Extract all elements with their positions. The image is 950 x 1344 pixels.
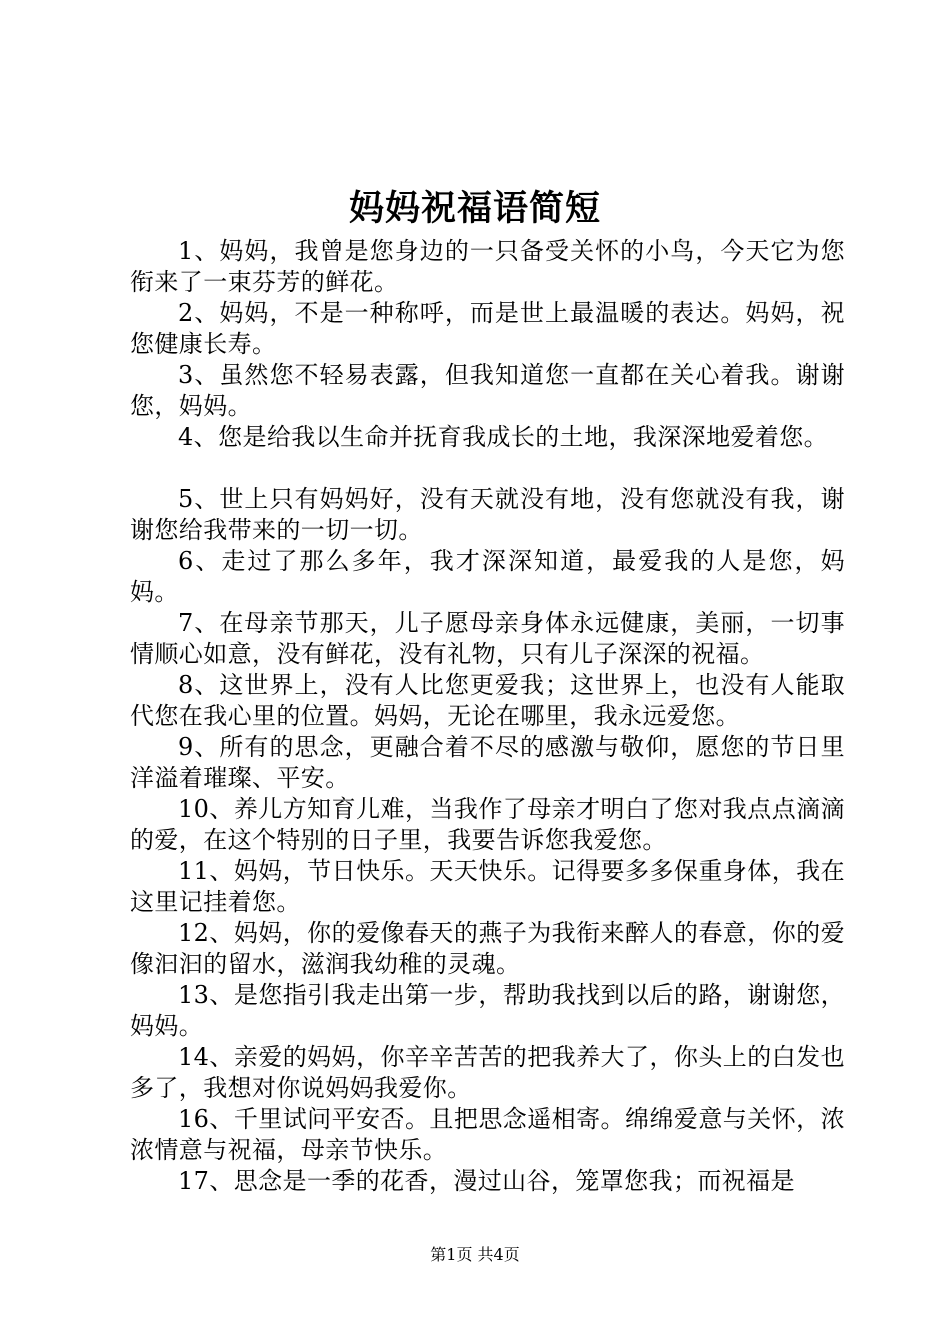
paragraph-17: 17、思念是一季的花香，漫过山谷，笼罩您我；而祝福是 xyxy=(178,1167,795,1195)
document-body xyxy=(130,236,845,1197)
paragraph-8: 8、这世界上，没有人比您更爱我；这世界上，也没有人能取代您在我心里的位置。妈妈，无论在哪里，我永远爱您。 xyxy=(130,671,845,730)
paragraph-16: 16、千里试问平安否。且把思念遥相寄。绵绵爱意与关怀，浓浓情意与祝福，母亲节快乐。 xyxy=(130,1105,845,1164)
page-footer: 第1页 共4页 xyxy=(430,1245,520,1264)
paragraph-2: 2、妈妈，不是一种称呼，而是世上最温暖的表达。妈妈，祝您健康长寿。 xyxy=(130,299,845,358)
paragraph-9: 9、所有的思念，更融合着不尽的感激与敬仰，愿您的节日里洋溢着璀璨、平安。 xyxy=(130,733,845,792)
document-title: 妈妈祝福语简短 xyxy=(348,188,601,229)
paragraph-3: 3、虽然您不轻易表露，但我知道您一直都在关心着我。谢谢您，妈妈。 xyxy=(130,361,845,420)
paragraph-4: 4、您是给我以生命并抚育我成长的土地，我深深地爱着您。 xyxy=(178,423,829,451)
paragraph-13: 13、是您指引我走出第一步，帮助我找到以后的路，谢谢您，妈妈。 xyxy=(130,981,845,1040)
paragraph-5: 5、世上只有妈妈好，没有天就没有地，没有您就没有我，谢谢您给我带来的一切一切。 xyxy=(130,485,845,544)
paragraph-12: 12、妈妈，你的爱像春天的燕子为我衔来醉人的春意，你的爱像汩汩的留水，滋润我幼稚的灵魂。 xyxy=(130,919,845,978)
paragraph-6: 6、走过了那么多年，我才深深知道，最爱我的人是您，妈妈。 xyxy=(130,547,845,606)
paragraph-11: 11、妈妈，节日快乐。天天快乐。记得要多多保重身体，我在这里记挂着您。 xyxy=(130,857,845,916)
paragraph-10: 10、养儿方知育儿难，当我作了母亲才明白了您对我点点滴滴的爱，在这个特别的日子里，我要告诉您我爱您。 xyxy=(130,795,845,854)
paragraph-7: 7、在母亲节那天，儿子愿母亲身体永远健康，美丽，一切事情顺心如意，没有鲜花，没有礼物，只有儿子深深的祝福。 xyxy=(130,609,845,668)
paragraph-1: 1、妈妈，我曾是您身边的一只备受关怀的小鸟，今天它为您衔来了一束芬芳的鲜花。 xyxy=(130,237,845,296)
paragraph-14: 14、亲爱的妈妈，你辛辛苦苦的把我养大了，你头上的白发也多了，我想对你说妈妈我爱你。 xyxy=(130,1043,845,1102)
